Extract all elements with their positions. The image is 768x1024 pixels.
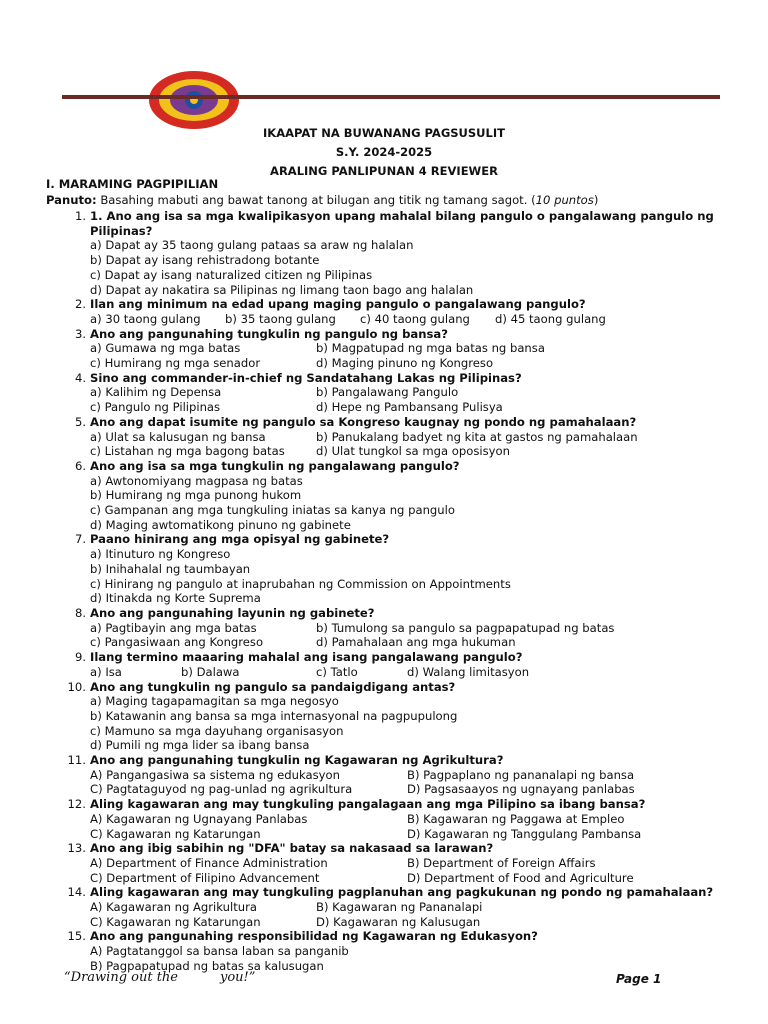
document-header (0, 124, 768, 181)
question-number: 3. (74, 326, 86, 341)
footer-motto (64, 970, 255, 985)
answer-option[interactable]: a) Pagtibayin ang mga batas (90, 620, 257, 635)
answer-option[interactable]: D) Kagawaran ng Kalusugan (316, 914, 481, 929)
subject-title: ARALING PANLIPUNAN 4 REVIEWER (270, 164, 498, 178)
answer-option[interactable]: B) Pagpaplano ng pananalapi ng bansa (407, 767, 635, 782)
question-text: 1. Ano ang isa sa mga kwalipikasyon upang mahalal bilang pangulo o pangalawang pangulo ng Pilipinas? (90, 209, 714, 238)
answer-option[interactable]: C) Department of Filipino Advancement (90, 870, 320, 885)
answer-option[interactable]: d) Hepe ng Pambansang Pulisya (316, 400, 503, 415)
question-text: Ano ang pangunahing tungkulin ng pangulo ng bansa? (90, 326, 448, 341)
answer-option[interactable]: a) 30 taong gulang (90, 311, 201, 326)
exam-content (46, 177, 736, 974)
answer-option[interactable]: b) Inihahalal ng taumbayan (90, 561, 251, 576)
instructions-points: 10 puntos (535, 193, 594, 207)
page-number: Page 1 (616, 972, 662, 986)
question (46, 209, 736, 238)
answer-options (90, 547, 736, 606)
answer-option[interactable]: C) Pagtataguyod ng pag-unlad ng agrikultura (90, 782, 353, 797)
answer-option[interactable]: C) Kagawaran ng Katarungan (90, 914, 261, 929)
question (46, 415, 736, 430)
answer-options (90, 312, 736, 327)
question-text: Ano ang tungkulin ng pangulo sa pandaigdigang antas? (90, 679, 456, 694)
question (46, 753, 736, 768)
answer-option[interactable]: c) Mamuno sa mga dayuhang organisasyon (90, 723, 344, 738)
instructions-label: Panuto: (46, 193, 97, 207)
question-text: Sino ang commander-in-chief ng Sandatahang Lakas ng Pilipinas? (90, 370, 522, 385)
question (46, 841, 736, 856)
answer-options (90, 900, 736, 929)
question-text: Ano ang ibig sabihin ng "DFA" batay sa nakasaad sa larawan? (90, 841, 494, 856)
answer-option[interactable]: b) Pangalawang Pangulo (316, 385, 459, 400)
answer-option[interactable]: A) Kagawaran ng Agrikultura (90, 900, 257, 915)
question-number: 13. (67, 841, 86, 856)
question (46, 680, 736, 695)
answer-option[interactable]: A) Pagtatanggol sa bansa laban sa panganib (90, 944, 349, 959)
answer-option[interactable]: B) Department of Foreign Affairs (407, 855, 596, 870)
header-rule (62, 95, 720, 99)
answer-option[interactable]: a) Itinuturo ng Kongreso (90, 547, 231, 562)
question-text: Ilan ang minimum na edad upang maging pangulo o pangalawang pangulo? (90, 297, 586, 312)
instructions: Panuto: Basahing mabuti ang bawat tanong at bilugan ang titik ng tamang sagot. (10 puntos) (46, 193, 599, 207)
question (46, 532, 736, 547)
question-number: 1. (74, 209, 86, 223)
question-text: Ano ang pangunahing layunin ng gabinete? (90, 605, 375, 620)
question (46, 327, 736, 342)
answer-option[interactable]: b) Humirang ng mga punong hukom (90, 488, 302, 503)
question-number: 8. (74, 605, 86, 620)
motto-part-a: “Drawing out the (64, 970, 178, 985)
question-number: 12. (67, 797, 86, 812)
answer-options (90, 341, 736, 370)
answer-option[interactable]: D) Kagawaran ng Tanggulang Pambansa (407, 826, 642, 841)
answer-option[interactable]: d) Walang limitasyon (407, 664, 530, 679)
question (46, 797, 736, 812)
question-number: 5. (74, 414, 86, 429)
question-number: 15. (67, 929, 86, 944)
answer-option[interactable]: b) Dalawa (181, 664, 240, 679)
question-number: 9. (74, 650, 86, 665)
answer-option[interactable]: c) Pangulo ng Pilipinas (90, 400, 221, 415)
question-number: 10. (67, 679, 86, 694)
question (46, 371, 736, 386)
answer-option[interactable]: B) Kagawaran ng Paggawa at Empleo (407, 811, 625, 826)
answer-options (90, 621, 736, 650)
answer-option[interactable]: A) Pangangasiwa sa sistema ng edukasyon (90, 767, 340, 782)
answer-options (90, 856, 736, 885)
question (46, 885, 736, 900)
question-text: Paano hinirang ang mga opisyal ng gabinete? (90, 532, 390, 547)
question (46, 929, 736, 944)
answer-option[interactable]: a) Dapat ay 35 taong gulang pataas sa araw ng halalan (90, 238, 414, 253)
instructions-text: Basahing mabuti ang bawat tanong at bilugan ang titik ng tamang sagot. ( (96, 193, 536, 207)
answer-options (90, 694, 736, 753)
question-text: Ano ang pangunahing tungkulin ng Kagawaran ng Agrikultura? (90, 753, 504, 768)
answer-option[interactable]: c) Gampanan ang mga tungkuling iniatas sa kanya ng pangulo (90, 503, 455, 518)
answer-option[interactable]: b) 35 taong gulang (225, 311, 336, 326)
question-number: 11. (67, 753, 86, 768)
answer-option[interactable]: d) Pumili ng mga lider sa ibang bansa (90, 738, 310, 753)
answer-options (90, 665, 736, 680)
answer-option[interactable]: a) Awtonomiyang magpasa ng batas (90, 473, 303, 488)
answer-option[interactable]: d) Dapat ay nakatira sa Pilipinas ng limang taon bago ang halalan (90, 282, 474, 297)
answer-option[interactable]: c) Humirang ng mga senador (90, 356, 261, 371)
school-year: S.Y. 2024-2025 (335, 145, 433, 159)
answer-option[interactable]: b) Katawanin ang bansa sa mga internasyonal na pagpupulong (90, 708, 458, 723)
answer-option[interactable]: b) Magpatupad ng mga batas ng bansa (316, 341, 545, 356)
answer-options (90, 385, 736, 414)
answer-options (90, 238, 736, 297)
exam-title: IKAAPAT NA BUWANANG PAGSUSULIT (263, 126, 505, 140)
question (46, 606, 736, 621)
answer-option[interactable]: C) Kagawaran ng Katarungan (90, 826, 261, 841)
question-number: 14. (67, 885, 86, 900)
answer-option[interactable]: c) 40 taong gulang (360, 311, 470, 326)
answer-option[interactable]: c) Pangasiwaan ang Kongreso (90, 635, 264, 650)
question-text: Ano ang dapat isumite ng pangulo sa Kongreso kaugnay ng pondo ng pamahalaan? (90, 414, 637, 429)
question-number: 7. (74, 532, 86, 547)
answer-option[interactable]: d) Maging awtomatikong pinuno ng gabinete (90, 517, 351, 532)
question (46, 459, 736, 474)
question (46, 650, 736, 665)
question-number: 2. (74, 297, 86, 312)
answer-option[interactable]: b) Dapat ay isang rehistradong botante (90, 253, 320, 268)
college-logo (148, 70, 240, 130)
answer-option[interactable]: b) Tumulong sa pangulo sa pagpapatupad ng batas (316, 620, 615, 635)
answer-options (90, 812, 736, 841)
answer-option[interactable]: D) Pagsasaayos ng ugnayang panlabas (407, 782, 635, 797)
answer-option[interactable]: d) Itinakda ng Korte Suprema (90, 591, 261, 606)
answer-option[interactable]: c) Hinirang ng pangulo at inaprubahan ng Commission on Appointments (90, 576, 511, 591)
answer-options (90, 430, 736, 459)
answer-option[interactable]: d) Pamahalaan ang mga hukuman (316, 635, 516, 650)
answer-option[interactable]: B) Pagpapatupad ng batas sa kalusugan (90, 958, 324, 973)
answer-option[interactable]: a) Ulat sa kalusugan ng bansa (90, 429, 266, 444)
answer-option[interactable]: a) Kalihim ng Depensa (90, 385, 222, 400)
motto-part-b: you!” (220, 970, 256, 985)
answer-options (90, 768, 736, 797)
answer-option[interactable]: D) Department of Food and Agriculture (407, 870, 634, 885)
answer-option[interactable]: c) Dapat ay isang naturalized citizen ng Pilipinas (90, 267, 373, 282)
answer-option[interactable]: c) Tatlo (316, 664, 358, 679)
answer-option[interactable]: b) Panukalang badyet ng kita at gastos ng pamahalaan (316, 429, 638, 444)
answer-options (90, 474, 736, 533)
question-number: 4. (74, 370, 86, 385)
answer-option[interactable]: d) 45 taong gulang (495, 311, 606, 326)
question-text: Ilang termino maaaring mahalal ang isang pangalawang pangulo? (90, 650, 523, 665)
answer-option[interactable]: d) Maging pinuno ng Kongreso (316, 356, 494, 371)
answer-option[interactable]: B) Kagawaran ng Pananalapi (316, 900, 483, 915)
question-text: Ano ang pangunahing responsibilidad ng Kagawaran ng Edukasyon? (90, 929, 538, 944)
question-number: 6. (74, 458, 86, 473)
answer-option[interactable]: A) Kagawaran ng Ugnayang Panlabas (90, 811, 308, 826)
question-text: Ano ang isa sa mga tungkulin ng pangalawang pangulo? (90, 458, 460, 473)
section-title: I. MARAMING PAGPIPILIAN (46, 177, 219, 191)
answer-option[interactable]: A) Department of Finance Administration (90, 855, 328, 870)
answer-option[interactable]: a) Maging tagapamagitan sa mga negosyo (90, 694, 339, 709)
answer-option[interactable]: c) Listahan ng mga bagong batas (90, 444, 285, 459)
answer-option[interactable]: a) Isa (90, 664, 122, 679)
answer-option[interactable]: a) Gumawa ng mga batas (90, 341, 241, 356)
question (46, 297, 736, 312)
question-text: Aling kagawaran ang may tungkuling pagplanuhan ang pagkukunan ng pondo ng pamahalaan? (90, 885, 714, 900)
question-text: Aling kagawaran ang may tungkuling pangalagaan ang mga Pilipino sa ibang bansa? (90, 797, 646, 812)
answer-option[interactable]: d) Ulat tungkol sa mga oposisyon (316, 444, 510, 459)
